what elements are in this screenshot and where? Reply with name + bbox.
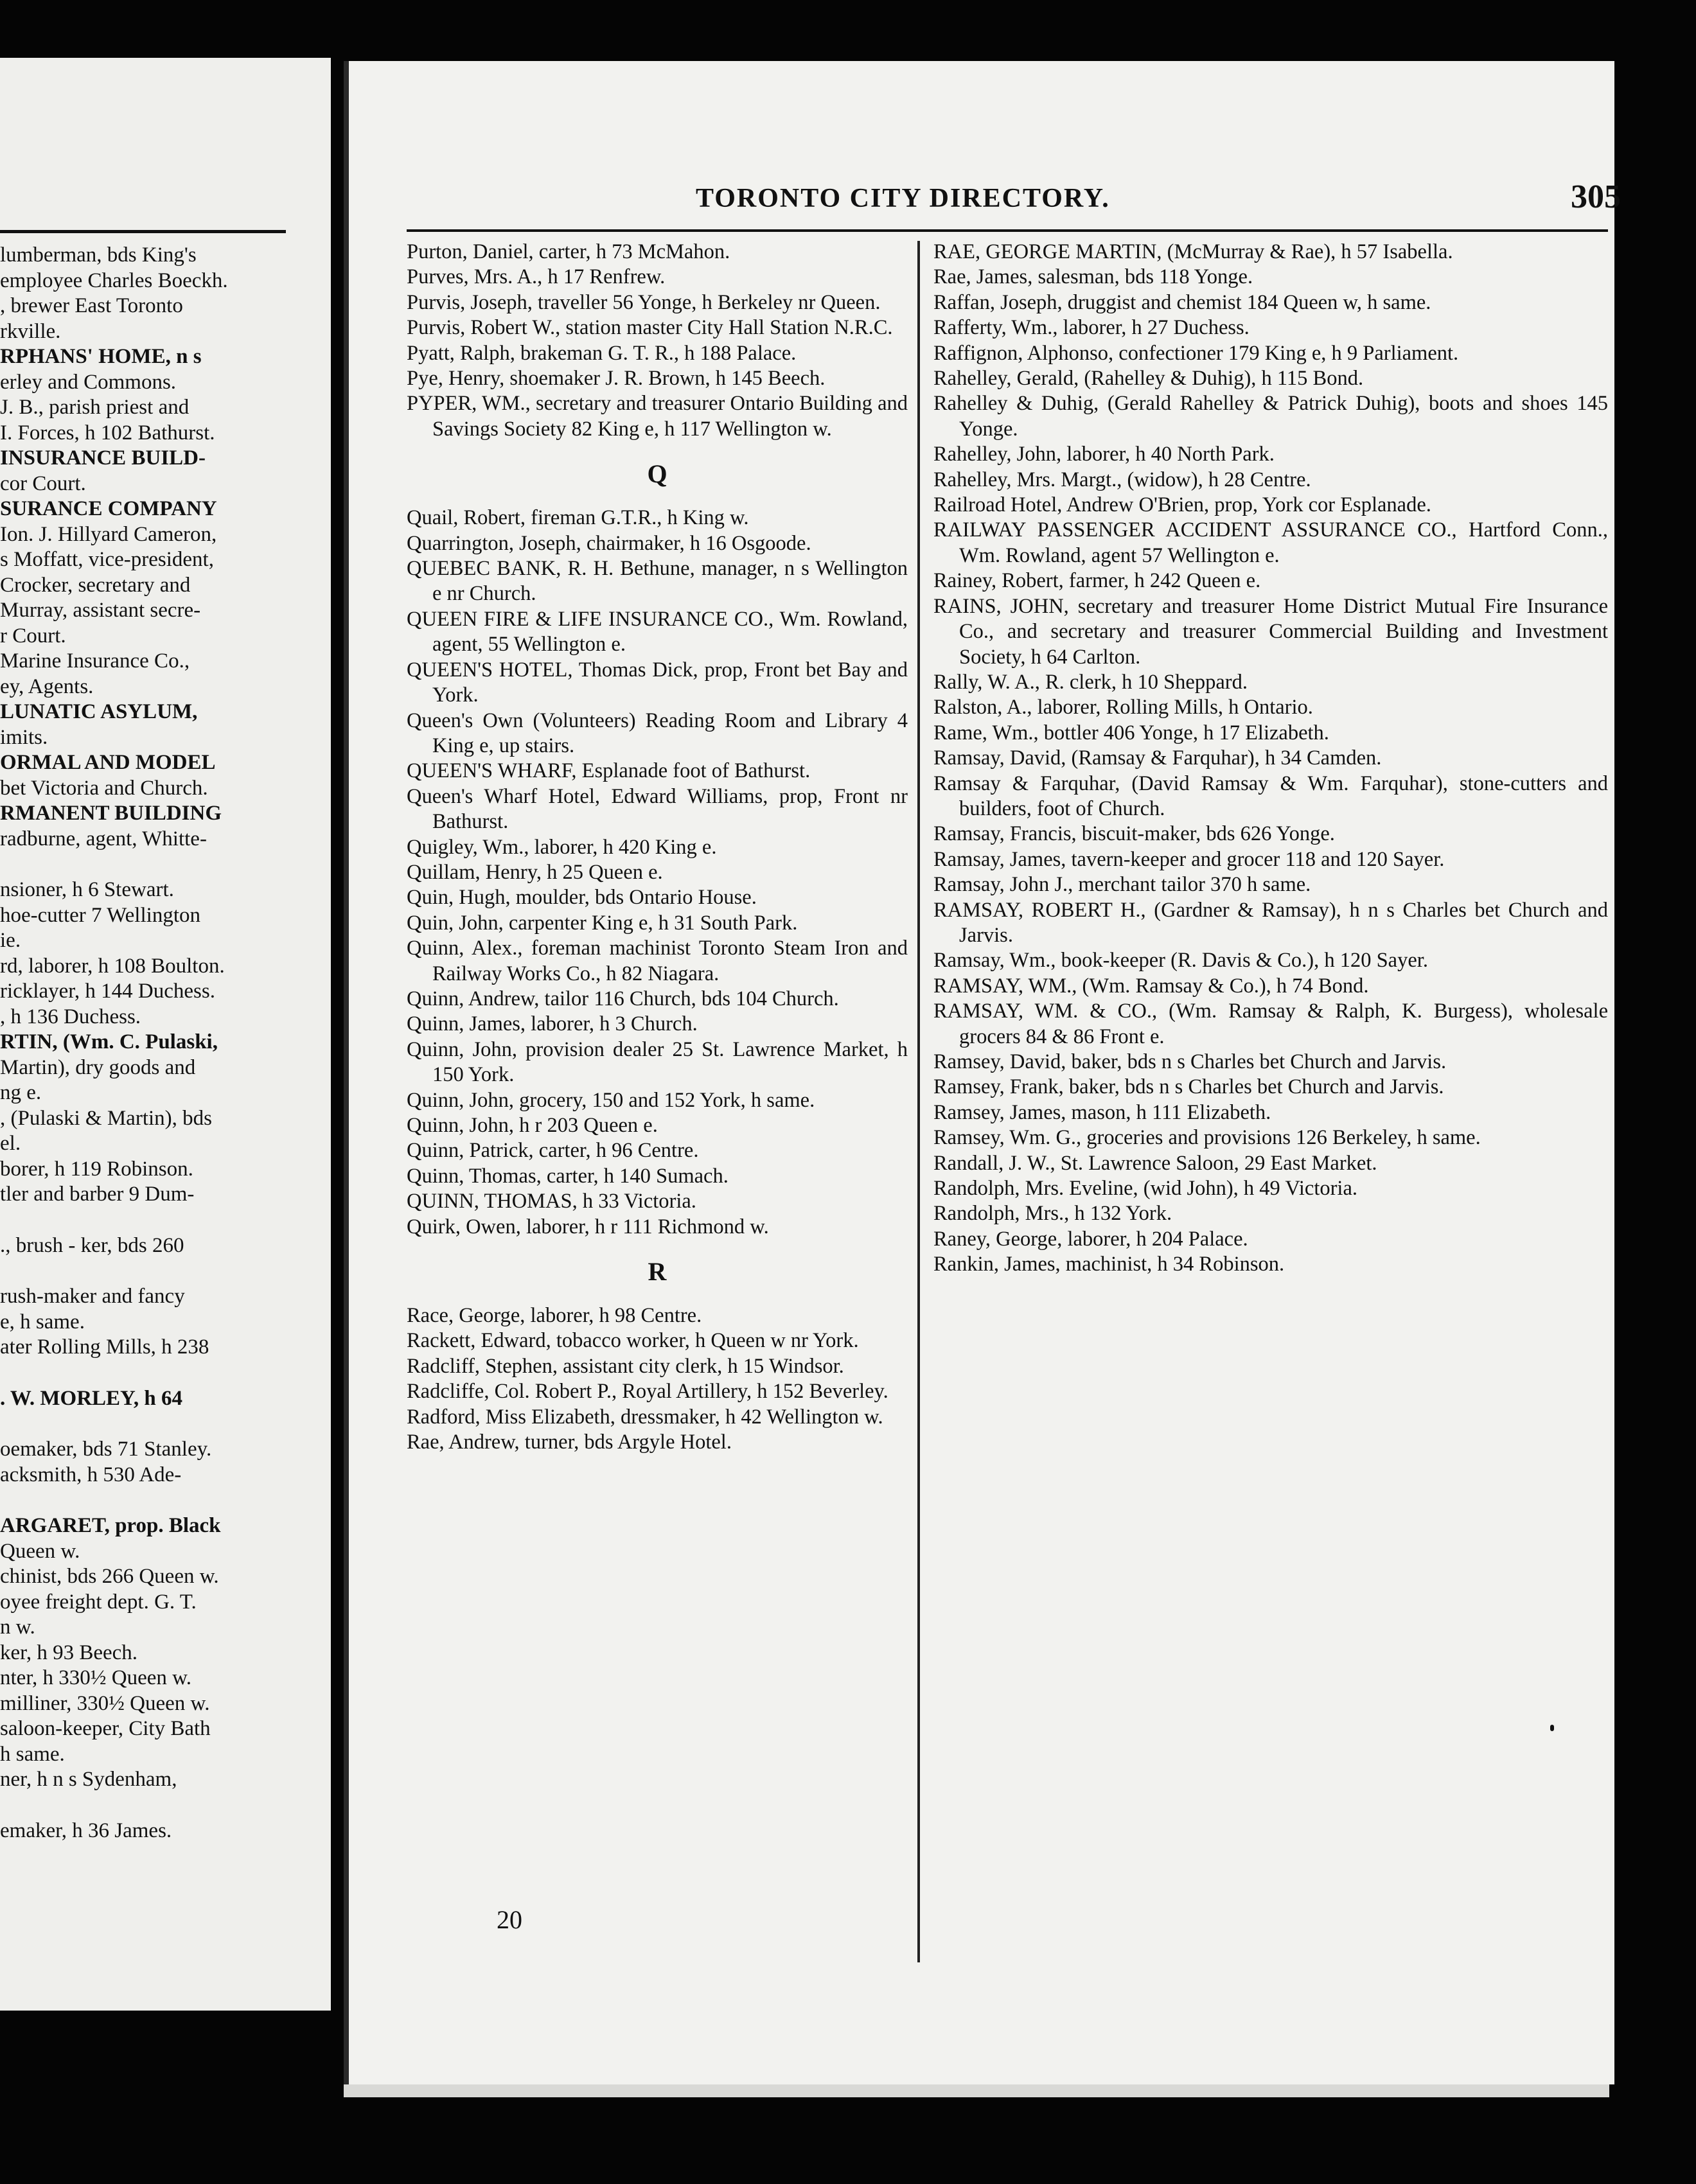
- directory-entry: Rally, W. A., R. clerk, h 10 Sheppard.: [933, 670, 1248, 694]
- previous-page-line: saloon-keeper, City Bath: [0, 1717, 211, 1740]
- previous-page-gap: [0, 1258, 283, 1284]
- directory-entry: Randolph, Mrs. Eveline, (wid John), h 49 Victoria.: [933, 1177, 1357, 1201]
- previous-page-line: ner, h n s Sydenham,: [0, 1768, 177, 1791]
- previous-page-gap: [0, 1411, 283, 1437]
- previous-page-line: h same.: [0, 1742, 65, 1766]
- directory-entry: Ramsey, Frank, baker, bds n s Charles bet Church and Jarvis.: [933, 1075, 1444, 1099]
- directory-entry: Ramsey, Wm. G., groceries and provisions 126 Berkeley, h same.: [933, 1126, 1481, 1150]
- previous-page-line: ng e.: [0, 1081, 42, 1104]
- directory-entry: Ramsay, James, tavern-keeper and grocer 118 and 120 Sayer.: [933, 847, 1445, 871]
- section-letter: R: [648, 1257, 667, 1287]
- directory-entry: Rae, James, salesman, bds 118 Yonge.: [933, 265, 1253, 289]
- directory-entry: Rame, Wm., bottler 406 Yonge, h 17 Elizabeth.: [933, 721, 1329, 744]
- previous-page-line: RMANENT BUILDING: [0, 802, 222, 825]
- directory-entry: RAINS, JOHN, secretary and treasurer Home District Mutual Fire Insurance Co., and secretary and treasurer Commercial Building and Investment Society, h 64 Carlton.: [933, 594, 1608, 669]
- previous-page-line: RTIN, (Wm. C. Pulaski,: [0, 1030, 218, 1053]
- directory-entry: Race, George, laborer, h 98 Centre.: [407, 1304, 702, 1328]
- directory-entry: Ramsey, David, baker, bds n s Charles bet Church and Jarvis.: [933, 1050, 1447, 1073]
- directory-entry: RAILWAY PASSENGER ACCIDENT ASSURANCE CO., Hartford Conn., Wm. Rowland, agent 57 Wellington e.: [933, 518, 1608, 567]
- directory-entry: Quirk, Owen, laborer, h r 111 Richmond w.: [407, 1215, 769, 1238]
- previous-page-line: nter, h 330½ Queen w.: [0, 1666, 192, 1689]
- directory-entry: Randall, J. W., St. Lawrence Saloon, 29 East Market.: [933, 1151, 1377, 1175]
- directory-entry: Quarrington, Joseph, chairmaker, h 16 Osgoode.: [407, 531, 811, 555]
- directory-entry: Quinn, Andrew, tailor 116 Church, bds 104 Church.: [407, 987, 839, 1010]
- directory-entry: QUEEN'S HOTEL, Thomas Dick, prop, Front bet Bay and York.: [407, 658, 908, 707]
- previous-page-line: ie.: [0, 929, 21, 952]
- directory-entry: Rae, Andrew, turner, bds Argyle Hotel.: [407, 1431, 732, 1454]
- previous-page-line: SURANCE COMPANY: [0, 497, 217, 520]
- directory-entry: Rahelley & Duhig, (Gerald Rahelley & Patrick Duhig), boots and shoes 145 Yonge.: [933, 392, 1608, 441]
- previous-page-line: oyee freight dept. G. T.: [0, 1590, 197, 1614]
- directory-entry: Quillam, Henry, h 25 Queen e.: [407, 860, 663, 884]
- directory-entry: Ramsay, Francis, biscuit-maker, bds 626 Yonge.: [933, 822, 1335, 846]
- directory-entry: Quail, Robert, fireman G.T.R., h King w.: [407, 506, 749, 530]
- directory-entry: Quinn, John, provision dealer 25 St. Lawrence Market, h 150 York.: [407, 1037, 908, 1087]
- directory-entry: Pye, Henry, shoemaker J. R. Brown, h 145 Beech.: [407, 367, 826, 391]
- previous-page-line: . W. MORLEY, h 64: [0, 1386, 182, 1410]
- previous-page-line: imits.: [0, 725, 48, 749]
- directory-entry: Quinn, James, laborer, h 3 Church.: [407, 1012, 698, 1036]
- directory-entry: Purvis, Joseph, traveller 56 Yonge, h Berkeley nr Queen.: [407, 290, 881, 314]
- previous-page-line: erley and Commons.: [0, 370, 177, 394]
- directory-entry: Quin, John, carpenter King e, h 31 South Park.: [407, 911, 798, 935]
- directory-entry: Rackett, Edward, tobacco worker, h Queen w nr York.: [407, 1329, 859, 1353]
- previous-page-line: Queen w.: [0, 1539, 80, 1563]
- previous-page-line: , (Pulaski & Martin), bds: [0, 1106, 212, 1130]
- directory-entry: Rahelley, John, laborer, h 40 North Park.: [933, 443, 1275, 466]
- previous-page-line: chinist, bds 266 Queen w.: [0, 1565, 219, 1588]
- previous-page-line: Murray, assistant secre-: [0, 599, 201, 622]
- previous-page-line: borer, h 119 Robinson.: [0, 1157, 193, 1181]
- previous-page-line: e, h same.: [0, 1310, 85, 1334]
- signature-mark: 20: [497, 1905, 522, 1934]
- directory-entry: Quinn, John, h r 203 Queen e.: [407, 1114, 658, 1137]
- directory-entry: Raney, George, laborer, h 204 Palace.: [933, 1227, 1248, 1251]
- previous-page-line: ORMAL AND MODEL: [0, 751, 216, 774]
- directory-entry: Quigley, Wm., laborer, h 420 King e.: [407, 835, 717, 859]
- directory-entry: QUINN, THOMAS, h 33 Victoria.: [407, 1190, 696, 1213]
- directory-entry: Railroad Hotel, Andrew O'Brien, prop, York cor Esplanade.: [933, 493, 1431, 517]
- previous-page-gap: [0, 1208, 283, 1233]
- directory-entry: QUEEN FIRE & LIFE INSURANCE CO., Wm. Rowland, agent, 55 Wellington e.: [407, 607, 908, 656]
- previous-page-line: , h 136 Duchess.: [0, 1005, 141, 1028]
- previous-page-line: , brewer East Toronto: [0, 294, 183, 317]
- directory-entry: RAMSAY, WM. & CO., (Wm. Ramsay & Ralph, K. Burgess), wholesale grocers 84 & 86 Front e.: [933, 1000, 1608, 1048]
- previous-page-line: ker, h 93 Beech.: [0, 1641, 138, 1664]
- previous-page-line: J. B., parish priest and: [0, 396, 190, 419]
- previous-page-line: n w.: [0, 1616, 35, 1639]
- directory-entry: PYPER, WM., secretary and treasurer Ontario Building and Savings Society 82 King e, h 117 Wellington w.: [407, 392, 908, 441]
- directory-page: [344, 61, 1621, 2084]
- previous-page-fragment: [0, 58, 331, 2011]
- directory-entry: Rahelley, Mrs. Margt., (widow), h 28 Centre.: [933, 468, 1311, 491]
- directory-entry: Quin, Hugh, moulder, bds Ontario House.: [407, 886, 757, 910]
- previous-page-line: bet Victoria and Church.: [0, 776, 208, 800]
- previous-page-line: ey, Agents.: [0, 674, 94, 698]
- previous-page-line: cor Court.: [0, 471, 86, 495]
- page-number: 305: [1571, 179, 1621, 215]
- header-rule: [407, 229, 1608, 232]
- previous-page-gap: [0, 1793, 283, 1819]
- previous-page-line: s Moffatt, vice-president,: [0, 548, 214, 571]
- directory-entry: Ramsay, John J., merchant tailor 370 h same.: [933, 873, 1311, 897]
- directory-entry: Rahelley, Gerald, (Rahelley & Duhig), h 115 Bond.: [933, 367, 1364, 391]
- previous-page-lines: [0, 243, 283, 1844]
- directory-entry: Ramsey, James, mason, h 111 Elizabeth.: [933, 1100, 1271, 1124]
- directory-entry: RAMSAY, ROBERT H., (Gardner & Ramsay), h n s Charles bet Church and Jarvis.: [933, 898, 1608, 947]
- previous-page-line: Ion. J. Hillyard Cameron,: [0, 522, 217, 546]
- directory-entry: Raffan, Joseph, druggist and chemist 184 Queen w, h same.: [933, 290, 1431, 314]
- previous-page-gap: [0, 1488, 283, 1513]
- directory-entry: RAMSAY, WM., (Wm. Ramsay & Co.), h 74 Bond.: [933, 974, 1369, 998]
- directory-entry: Queen's Wharf Hotel, Edward Williams, prop, Front nr Bathurst.: [407, 784, 908, 834]
- ink-speck: [1550, 1725, 1554, 1731]
- previous-page-line: I. Forces, h 102 Bathurst.: [0, 421, 215, 445]
- directory-entry: Ramsay, Wm., book-keeper (R. Davis & Co.), h 120 Sayer.: [933, 949, 1428, 973]
- previous-page-line: milliner, 330½ Queen w.: [0, 1691, 210, 1715]
- directory-entry: Radford, Miss Elizabeth, dressmaker, h 42 Wellington w.: [407, 1405, 883, 1429]
- previous-page-line: ricklayer, h 144 Duchess.: [0, 980, 215, 1003]
- directory-entry: Ramsay, David, (Ramsay & Farquhar), h 34 Camden.: [933, 746, 1382, 770]
- left-column: [407, 240, 908, 1455]
- previous-page-line: Crocker, secretary and: [0, 573, 191, 597]
- running-head-title: TORONTO CITY DIRECTORY.: [696, 184, 1110, 213]
- previous-page-rule: [0, 230, 286, 233]
- previous-page-line: rush-maker and fancy: [0, 1285, 185, 1308]
- directory-entry: Purvis, Robert W., station master City Hall Station N.R.C.: [407, 316, 893, 340]
- directory-entry: Radcliffe, Col. Robert P., Royal Artillery, h 152 Beverley.: [407, 1380, 888, 1404]
- directory-entry: Quinn, Patrick, carter, h 96 Centre.: [407, 1139, 699, 1163]
- previous-page-line: ., brush - ker, bds 260: [0, 1233, 184, 1257]
- directory-entry: Quinn, Alex., foreman machinist Toronto Steam Iron and Railway Works Co., h 82 Niagara.: [407, 937, 908, 985]
- directory-entry: QUEBEC BANK, R. H. Bethune, manager, n s Wellington e nr Church.: [407, 557, 908, 606]
- directory-entry: Radcliff, Stephen, assistant city clerk, h 15 Windsor.: [407, 1354, 844, 1378]
- previous-page-line: ater Rolling Mills, h 238: [0, 1335, 209, 1359]
- running-head: [696, 179, 1621, 222]
- directory-entry: Ramsay & Farquhar, (David Ramsay & Wm. Farquhar), stone-cutters and builders, foot of Church.: [933, 771, 1608, 820]
- right-column: [933, 240, 1608, 1278]
- column-divider: [917, 241, 920, 1962]
- previous-page-line: r Court.: [0, 624, 66, 647]
- previous-page-line: acksmith, h 530 Ade-: [0, 1463, 182, 1486]
- directory-entry: Rafferty, Wm., laborer, h 27 Duchess.: [933, 316, 1250, 340]
- previous-page-line: radburne, agent, Whitte-: [0, 827, 207, 850]
- previous-page-line: Martin), dry goods and: [0, 1055, 196, 1079]
- previous-page-line: Marine Insurance Co.,: [0, 649, 190, 673]
- directory-entry: Pyatt, Ralph, brakeman G. T. R., h 188 Palace.: [407, 341, 797, 365]
- previous-page-gap: [0, 852, 283, 877]
- directory-entry: Purves, Mrs. A., h 17 Renfrew.: [407, 265, 666, 289]
- directory-entry: Ralston, A., laborer, Rolling Mills, h Ontario.: [933, 696, 1313, 719]
- previous-page-line: RPHANS' HOME, n s: [0, 345, 202, 368]
- previous-page-line: el.: [0, 1132, 21, 1155]
- section-letter: Q: [647, 459, 667, 489]
- previous-page-line: tler and barber 9 Dum-: [0, 1183, 195, 1206]
- previous-page-gap: [0, 1361, 283, 1386]
- previous-page-line: LUNATIC ASYLUM,: [0, 700, 198, 723]
- previous-page-line: employee Charles Boeckh.: [0, 269, 228, 292]
- directory-entry: Rankin, James, machinist, h 34 Robinson.: [933, 1253, 1285, 1276]
- page-edge: [344, 2084, 1609, 2097]
- previous-page-line: hoe-cutter 7 Wellington: [0, 903, 200, 927]
- previous-page-line: rkville.: [0, 319, 61, 343]
- directory-entry: Queen's Own (Volunteers) Reading Room and Library 4 King e, up stairs.: [407, 709, 908, 757]
- previous-page-line: nsioner, h 6 Stewart.: [0, 878, 174, 901]
- directory-entry: Raffignon, Alphonso, confectioner 179 King e, h 9 Parliament.: [933, 341, 1459, 365]
- directory-entry: QUEEN'S WHARF, Esplanade foot of Bathurst.: [407, 759, 811, 783]
- directory-entry: Randolph, Mrs., h 132 York.: [933, 1202, 1172, 1226]
- directory-entry: Quinn, John, grocery, 150 and 152 York, h same.: [407, 1088, 815, 1112]
- previous-page-line: ARGARET, prop. Black: [0, 1514, 221, 1537]
- directory-entry: Rainey, Robert, farmer, h 242 Queen e.: [933, 569, 1261, 593]
- previous-page-line: rd, laborer, h 108 Boulton.: [0, 954, 225, 978]
- previous-page-line: emaker, h 36 James.: [0, 1819, 172, 1842]
- directory-entry: RAE, GEORGE MARTIN, (McMurray & Rae), h 57 Isabella.: [933, 240, 1453, 263]
- directory-entry: Purton, Daniel, carter, h 73 McMahon.: [407, 240, 730, 263]
- previous-page-line: lumberman, bds King's: [0, 243, 197, 267]
- previous-page-line: oemaker, bds 71 Stanley.: [0, 1438, 212, 1461]
- previous-page-line: INSURANCE BUILD-: [0, 446, 206, 470]
- directory-entry: Quinn, Thomas, carter, h 140 Sumach.: [407, 1164, 729, 1188]
